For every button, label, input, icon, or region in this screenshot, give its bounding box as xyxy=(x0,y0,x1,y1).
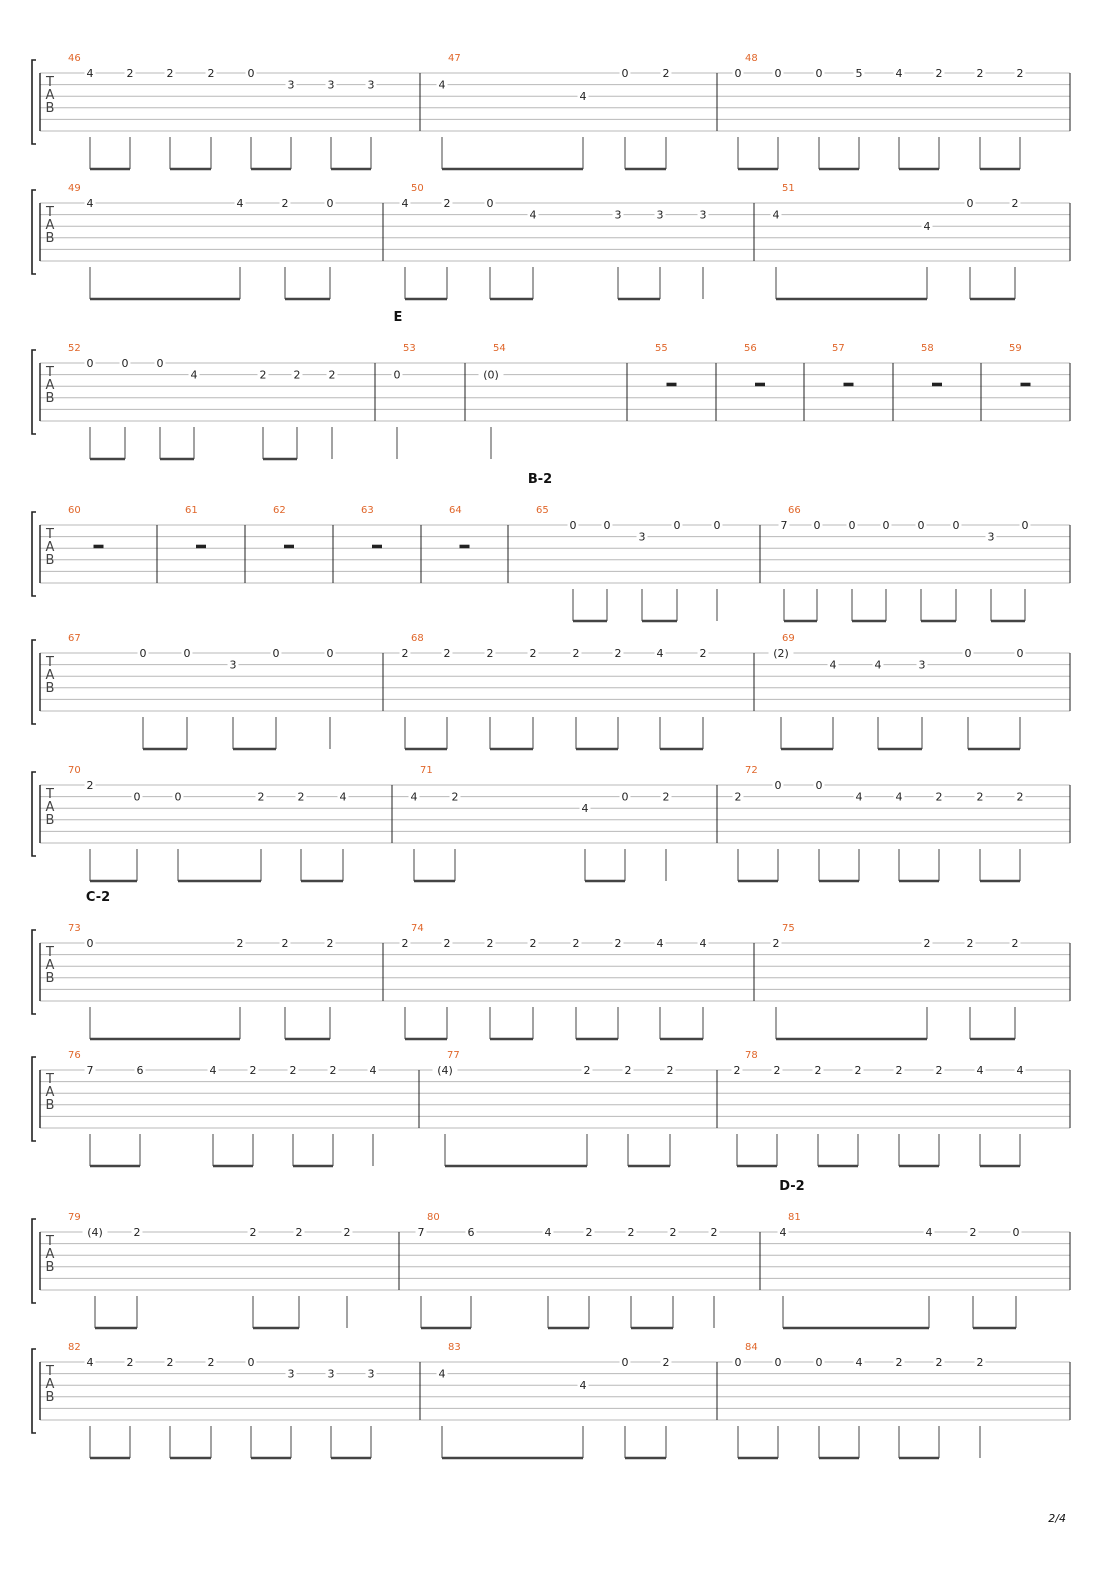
fret-number: 2 xyxy=(614,937,622,950)
fret-number: 0 xyxy=(121,357,129,370)
fret-number: 2 xyxy=(895,1356,903,1369)
fret-number: 2 xyxy=(1011,937,1019,950)
fret-number: (0) xyxy=(483,368,499,382)
section-label: C-2 xyxy=(85,890,111,905)
measure-number: 69 xyxy=(782,633,795,644)
tab-system xyxy=(32,183,1070,299)
fret-number: 0 xyxy=(247,67,255,80)
fret-number: 3 xyxy=(987,530,995,544)
fret-number: 4 xyxy=(772,208,780,222)
fret-number: 2 xyxy=(969,1226,977,1239)
fret-number: 2 xyxy=(207,1356,215,1369)
fret-number: 2 xyxy=(583,1064,591,1077)
tab-clef-letter: B xyxy=(45,813,55,828)
tab-clef-letter: T xyxy=(46,1072,54,1087)
whole-rest xyxy=(196,545,206,549)
measure-number: 79 xyxy=(68,1212,81,1223)
tab-system xyxy=(32,1179,1070,1328)
system-bracket xyxy=(32,772,36,856)
tab-system xyxy=(32,765,1070,881)
fret-number: 2 xyxy=(281,197,289,210)
fret-number: 2 xyxy=(529,647,537,660)
measure-number: 65 xyxy=(536,505,549,516)
measure-number: 77 xyxy=(447,1050,460,1061)
whole-rest xyxy=(284,545,294,549)
fret-number: 0 xyxy=(964,647,972,660)
tab-clef-letter: B xyxy=(45,391,55,406)
fret-number: 2 xyxy=(733,1064,741,1077)
fret-number: 0 xyxy=(621,790,629,804)
fret-number: 0 xyxy=(848,519,856,532)
fret-number: 2 xyxy=(326,937,334,950)
fret-number: 2 xyxy=(133,1226,141,1239)
fret-number: 0 xyxy=(952,519,960,532)
section-label: D-2 xyxy=(779,1179,805,1194)
fret-number: 2 xyxy=(662,790,670,804)
tab-clef-letter: B xyxy=(45,231,55,246)
fret-number: 0 xyxy=(139,647,147,660)
fret-number: 2 xyxy=(166,1356,174,1369)
measure-number: 81 xyxy=(788,1212,801,1223)
page-number-label: 2/4 xyxy=(1048,1512,1066,1525)
system-bracket xyxy=(32,512,36,596)
fret-number: 4 xyxy=(369,1064,377,1077)
measure-number: 56 xyxy=(744,343,757,354)
fret-number: 0 xyxy=(774,779,782,792)
fret-number: 2 xyxy=(935,1356,943,1369)
fret-number: 3 xyxy=(229,658,237,672)
fret-number: 2 xyxy=(662,67,670,80)
fret-number: 2 xyxy=(451,790,459,804)
fret-number: 2 xyxy=(624,1064,632,1077)
fret-number: (2) xyxy=(773,647,789,660)
fret-number: 2 xyxy=(773,1064,781,1077)
measure-number: 83 xyxy=(448,1342,461,1353)
fret-number: 4 xyxy=(923,220,931,234)
fret-number: 2 xyxy=(585,1226,593,1239)
measure-number: 84 xyxy=(745,1342,758,1353)
fret-number: 4 xyxy=(86,1356,94,1369)
fret-number: 4 xyxy=(895,67,903,80)
measure-number: 63 xyxy=(361,505,374,516)
measure-number: 46 xyxy=(68,53,81,64)
fret-number: 2 xyxy=(126,67,134,80)
fret-number: 0 xyxy=(1016,647,1024,660)
whole-rest xyxy=(372,545,382,549)
fret-number: 3 xyxy=(367,78,375,92)
fret-number: 2 xyxy=(289,1064,297,1077)
fret-number: 4 xyxy=(925,1226,933,1239)
fret-number: 2 xyxy=(627,1226,635,1239)
tab-clef-letter: T xyxy=(46,365,54,380)
tab-clef-letter: A xyxy=(45,88,55,103)
tab-clef-letter: A xyxy=(45,1377,55,1392)
whole-rest xyxy=(667,383,677,387)
whole-rest xyxy=(460,545,470,549)
fret-number: 6 xyxy=(136,1064,144,1077)
tab-clef-letter: B xyxy=(45,1260,55,1275)
fret-number: 2 xyxy=(772,937,780,950)
fret-number: 2 xyxy=(976,1356,984,1369)
fret-number: 0 xyxy=(326,647,334,660)
fret-number: 4 xyxy=(410,790,418,804)
tab-clef-letter: B xyxy=(45,1098,55,1113)
whole-rest xyxy=(94,545,104,549)
measure-number: 74 xyxy=(411,923,424,934)
tab-clef-letter: B xyxy=(45,681,55,696)
fret-number: 2 xyxy=(328,368,336,382)
fret-number: 2 xyxy=(669,1226,677,1239)
measure-number: 54 xyxy=(493,343,506,354)
section-label: B-2 xyxy=(527,472,553,487)
system-bracket xyxy=(32,1219,36,1303)
system-bracket xyxy=(32,1349,36,1433)
fret-number: 2 xyxy=(666,1064,674,1077)
fret-number: (4) xyxy=(87,1226,103,1239)
measure-number: 80 xyxy=(427,1212,440,1223)
fret-number: 2 xyxy=(86,779,94,792)
fret-number: 2 xyxy=(259,368,267,382)
fret-number: 0 xyxy=(774,67,782,80)
measure-number: 55 xyxy=(655,343,668,354)
measure-number: 62 xyxy=(273,505,286,516)
fret-number: 2 xyxy=(1011,197,1019,210)
measure-number: 49 xyxy=(68,183,81,194)
fret-number: 0 xyxy=(174,790,182,804)
fret-number: 2 xyxy=(572,937,580,950)
fret-number: 0 xyxy=(326,197,334,210)
tab-system xyxy=(32,633,1070,749)
fret-number: 0 xyxy=(917,519,925,532)
fret-number: 4 xyxy=(976,1064,984,1077)
fret-number: 4 xyxy=(699,937,707,950)
system-bracket xyxy=(32,60,36,144)
fret-number: 2 xyxy=(1016,790,1024,804)
system-bracket xyxy=(32,190,36,274)
fret-number: 4 xyxy=(86,67,94,80)
fret-number: 2 xyxy=(249,1226,257,1239)
measure-number: 47 xyxy=(448,53,461,64)
tab-system xyxy=(32,890,1070,1039)
tab-clef-letter: A xyxy=(45,1247,55,1262)
measure-number: 67 xyxy=(68,633,81,644)
measure-number: 70 xyxy=(68,765,81,776)
fret-number: 2 xyxy=(281,937,289,950)
fret-number: 3 xyxy=(699,208,707,222)
fret-number: 0 xyxy=(486,197,494,210)
tab-clef-letter: A xyxy=(45,218,55,233)
fret-number: 3 xyxy=(287,1367,295,1381)
fret-number: 4 xyxy=(895,790,903,804)
fret-number: 0 xyxy=(272,647,280,660)
fret-number: 0 xyxy=(603,519,611,532)
measure-number: 73 xyxy=(68,923,81,934)
fret-number: 2 xyxy=(529,937,537,950)
tab-clef-letter: T xyxy=(46,75,54,90)
fret-number: 2 xyxy=(854,1064,862,1077)
fret-number: 4 xyxy=(579,90,587,104)
fret-number: 4 xyxy=(544,1226,552,1239)
fret-number: 2 xyxy=(710,1226,718,1239)
fret-number: 2 xyxy=(329,1064,337,1077)
fret-number: 0 xyxy=(621,1356,629,1369)
fret-number: 0 xyxy=(393,368,401,382)
fret-number: 4 xyxy=(401,197,409,210)
fret-number: 0 xyxy=(815,779,823,792)
tab-clef-letter: A xyxy=(45,958,55,973)
system-bracket xyxy=(32,350,36,434)
tab-clef-letter: B xyxy=(45,971,55,986)
measure-number: 48 xyxy=(745,53,758,64)
fret-number: 2 xyxy=(486,937,494,950)
fret-number: 2 xyxy=(976,790,984,804)
fret-number: 3 xyxy=(327,78,335,92)
fret-number: 0 xyxy=(734,1356,742,1369)
tab-system xyxy=(32,310,1070,459)
tab-system xyxy=(32,1050,1070,1166)
tab-clef-letter: T xyxy=(46,655,54,670)
fret-number: 2 xyxy=(699,647,707,660)
fret-number: 2 xyxy=(293,368,301,382)
fret-number: 0 xyxy=(882,519,890,532)
fret-number: 4 xyxy=(855,1356,863,1369)
fret-number: 4 xyxy=(86,197,94,210)
whole-rest xyxy=(1021,383,1031,387)
tab-clef-letter: A xyxy=(45,668,55,683)
fret-number: 2 xyxy=(257,790,265,804)
fret-number: 2 xyxy=(401,937,409,950)
fret-number: 4 xyxy=(656,647,664,660)
fret-number: 3 xyxy=(327,1367,335,1381)
fret-number: 2 xyxy=(923,937,931,950)
whole-rest xyxy=(844,383,854,387)
fret-number: 2 xyxy=(207,67,215,80)
fret-number: 2 xyxy=(572,647,580,660)
measure-number: 52 xyxy=(68,343,81,354)
measure-number: 57 xyxy=(832,343,845,354)
fret-number: 4 xyxy=(581,802,589,816)
fret-number: 2 xyxy=(297,790,305,804)
fret-number: 2 xyxy=(966,937,974,950)
fret-number: 0 xyxy=(774,1356,782,1369)
fret-number: 4 xyxy=(779,1226,787,1239)
measure-number: 61 xyxy=(185,505,198,516)
fret-number: 0 xyxy=(815,67,823,80)
fret-number: 4 xyxy=(1016,1064,1024,1077)
fret-number: 0 xyxy=(156,357,164,370)
tab-system xyxy=(32,53,1070,169)
fret-number: 0 xyxy=(713,519,721,532)
system-bracket xyxy=(32,1057,36,1141)
fret-number: 4 xyxy=(874,658,882,672)
tab-clef-letter: B xyxy=(45,553,55,568)
measure-number: 58 xyxy=(921,343,934,354)
measure-number: 71 xyxy=(420,765,433,776)
measure-number: 64 xyxy=(449,505,462,516)
tab-system xyxy=(32,1342,1070,1458)
fret-number: 3 xyxy=(614,208,622,222)
fret-number: 4 xyxy=(855,790,863,804)
measure-number: 53 xyxy=(403,343,416,354)
fret-number: 0 xyxy=(815,1356,823,1369)
fret-number: 3 xyxy=(656,208,664,222)
fret-number: 4 xyxy=(236,197,244,210)
measure-number: 82 xyxy=(68,1342,81,1353)
fret-number: 2 xyxy=(401,647,409,660)
fret-number: 2 xyxy=(734,790,742,804)
fret-number: 2 xyxy=(343,1226,351,1239)
fret-number: 2 xyxy=(126,1356,134,1369)
fret-number: 4 xyxy=(579,1379,587,1393)
whole-rest xyxy=(932,383,942,387)
fret-number: 3 xyxy=(918,658,926,672)
fret-number: 2 xyxy=(295,1226,303,1239)
fret-number: 0 xyxy=(86,357,94,370)
fret-number: 2 xyxy=(236,937,244,950)
fret-number: 7 xyxy=(86,1064,94,1077)
fret-number: 0 xyxy=(1012,1226,1020,1239)
measure-number: 76 xyxy=(68,1050,81,1061)
measure-number: 78 xyxy=(745,1050,758,1061)
fret-number: 2 xyxy=(614,647,622,660)
fret-number: 3 xyxy=(367,1367,375,1381)
fret-number: 2 xyxy=(662,1356,670,1369)
measure-number: 60 xyxy=(68,505,81,516)
fret-number: 2 xyxy=(443,197,451,210)
fret-number: 2 xyxy=(935,790,943,804)
fret-number: 6 xyxy=(467,1226,475,1239)
fret-number: 0 xyxy=(569,519,577,532)
tab-clef-letter: B xyxy=(45,1390,55,1405)
fret-number: 2 xyxy=(976,67,984,80)
fret-number: 2 xyxy=(935,67,943,80)
fret-number: 0 xyxy=(86,937,94,950)
tab-clef-letter: T xyxy=(46,1364,54,1379)
fret-number: 4 xyxy=(438,78,446,92)
fret-number: 4 xyxy=(438,1367,446,1381)
fret-number: 7 xyxy=(417,1226,425,1239)
fret-number: 0 xyxy=(621,67,629,80)
fret-number: 3 xyxy=(287,78,295,92)
tab-clef-letter: T xyxy=(46,527,54,542)
fret-number: 2 xyxy=(443,647,451,660)
fret-number: 0 xyxy=(813,519,821,532)
fret-number: 4 xyxy=(656,937,664,950)
section-label: E xyxy=(393,310,403,325)
fret-number: 4 xyxy=(190,368,198,382)
fret-number: 7 xyxy=(780,519,788,532)
tab-clef-letter: A xyxy=(45,378,55,393)
fret-number: 2 xyxy=(1016,67,1024,80)
fret-number: 0 xyxy=(734,67,742,80)
fret-number: 2 xyxy=(895,1064,903,1077)
fret-number: 0 xyxy=(1021,519,1029,532)
fret-number: 2 xyxy=(249,1064,257,1077)
tab-clef-letter: A xyxy=(45,1085,55,1100)
fret-number: 4 xyxy=(529,208,537,222)
fret-number: 4 xyxy=(339,790,347,804)
fret-number: 0 xyxy=(966,197,974,210)
measure-number: 75 xyxy=(782,923,795,934)
measure-number: 59 xyxy=(1009,343,1022,354)
measure-number: 72 xyxy=(745,765,758,776)
system-bracket xyxy=(32,640,36,724)
tab-clef-letter: T xyxy=(46,205,54,220)
tab-clef-letter: T xyxy=(46,945,54,960)
fret-number: 0 xyxy=(133,790,141,804)
tab-clef-letter: A xyxy=(45,540,55,555)
fret-number: 5 xyxy=(855,67,863,80)
fret-number: 2 xyxy=(166,67,174,80)
fret-number: (4) xyxy=(437,1064,453,1077)
measure-number: 50 xyxy=(411,183,424,194)
measure-number: 68 xyxy=(411,633,424,644)
tab-clef-letter: B xyxy=(45,101,55,116)
fret-number: 0 xyxy=(247,1356,255,1369)
fret-number: 2 xyxy=(486,647,494,660)
whole-rest xyxy=(755,383,765,387)
fret-number: 0 xyxy=(183,647,191,660)
measure-number: 66 xyxy=(788,505,801,516)
tab-system xyxy=(32,472,1070,621)
tab-clef-letter: A xyxy=(45,800,55,815)
system-bracket xyxy=(32,930,36,1014)
fret-number: 2 xyxy=(443,937,451,950)
fret-number: 2 xyxy=(814,1064,822,1077)
tab-clef-letter: T xyxy=(46,1234,54,1249)
fret-number: 4 xyxy=(209,1064,217,1077)
fret-number: 4 xyxy=(829,658,837,672)
fret-number: 3 xyxy=(638,530,646,544)
tab-clef-letter: T xyxy=(46,787,54,802)
fret-number: 2 xyxy=(935,1064,943,1077)
fret-number: 0 xyxy=(673,519,681,532)
measure-number: 51 xyxy=(782,183,795,194)
